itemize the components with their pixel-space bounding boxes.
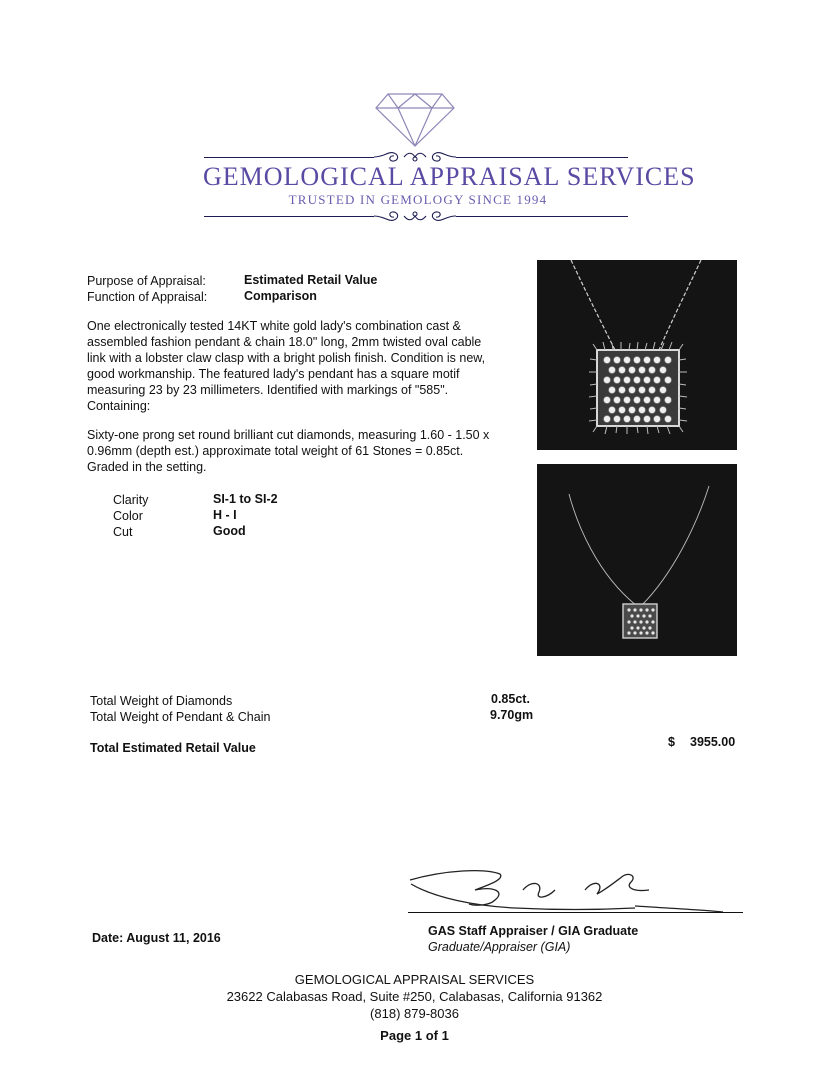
currency-symbol: $: [668, 735, 675, 749]
function-label: Function of Appraisal:: [87, 290, 208, 304]
header-rule-bottom-left: [204, 216, 374, 217]
grading-value-color: H - I: [213, 508, 237, 522]
footer-company: GEMOLOGICAL APPRAISAL SERVICES: [294, 972, 535, 987]
grading-label-clarity: Clarity: [113, 493, 149, 507]
header-rule-top-right: [456, 157, 628, 158]
total-retail-value: 3955.00: [690, 735, 736, 749]
function-value: Comparison: [244, 289, 317, 303]
total-diamonds-value: 0.85ct.: [491, 692, 530, 706]
grading-value-cut: Good: [213, 524, 246, 538]
brand-tagline: TRUSTED IN GEMOLOGY SINCE 1994: [288, 192, 548, 207]
pendant-closeup-photo: [537, 260, 737, 450]
signer-name: GAS Staff Appraiser / GIA Graduate: [428, 924, 639, 938]
date-text: Date: August 11, 2016: [92, 931, 221, 945]
purpose-value: Estimated Retail Value: [244, 273, 378, 287]
footer-address: 23622 Calabasas Road, Suite #250, Calabasas, California 91362: [226, 989, 603, 1004]
grading-label-color: Color: [113, 509, 143, 523]
total-pendant-value: 9.70gm: [490, 708, 534, 722]
total-diamonds-label: Total Weight of Diamonds: [90, 694, 233, 708]
grading-label-cut: Cut: [113, 525, 133, 539]
total-retail-label: Total Estimated Retail Value: [90, 741, 256, 755]
footer-phone: (818) 879-8036: [370, 1006, 459, 1021]
page-number: Page 1 of 1: [380, 1028, 449, 1043]
stones-description: Sixty-one prong set round brilliant cut diamonds, measuring 1.60 - 1.50 x 0.96mm (depth est.) approximate total weight of 61 Stones = 0.85ct. Graded in the setting.: [87, 428, 490, 474]
item-description: One electronically tested 14KT white gold lady's combination cast & assembled fashion pendant & chain 18.0" long, 2mm twisted oval cable link with a lobster claw clasp with a bright polish finish. Condition is new, good workmanship. The featured lady's pendant has a square motif measuring 23 by 23 millimeters. Identified with markings of "585". Containing:: [87, 319, 486, 413]
header-rule-top-left: [204, 157, 374, 158]
flourish-ornament-icon: [374, 207, 456, 225]
appraiser-signature: [405, 860, 745, 920]
signer-title: Graduate/Appraiser (GIA): [428, 940, 571, 954]
diamond-outline-icon: [374, 92, 456, 148]
grading-value-clarity: SI-1 to SI-2: [213, 492, 278, 506]
total-pendant-label: Total Weight of Pendant & Chain: [90, 710, 271, 724]
header-rule-bottom-right: [456, 216, 628, 217]
pendant-chain-photo: [537, 464, 737, 656]
brand-title: GEMOLOGICAL APPRAISAL SERVICES: [203, 162, 696, 191]
signature-line: [408, 912, 743, 913]
purpose-label: Purpose of Appraisal:: [87, 274, 206, 288]
